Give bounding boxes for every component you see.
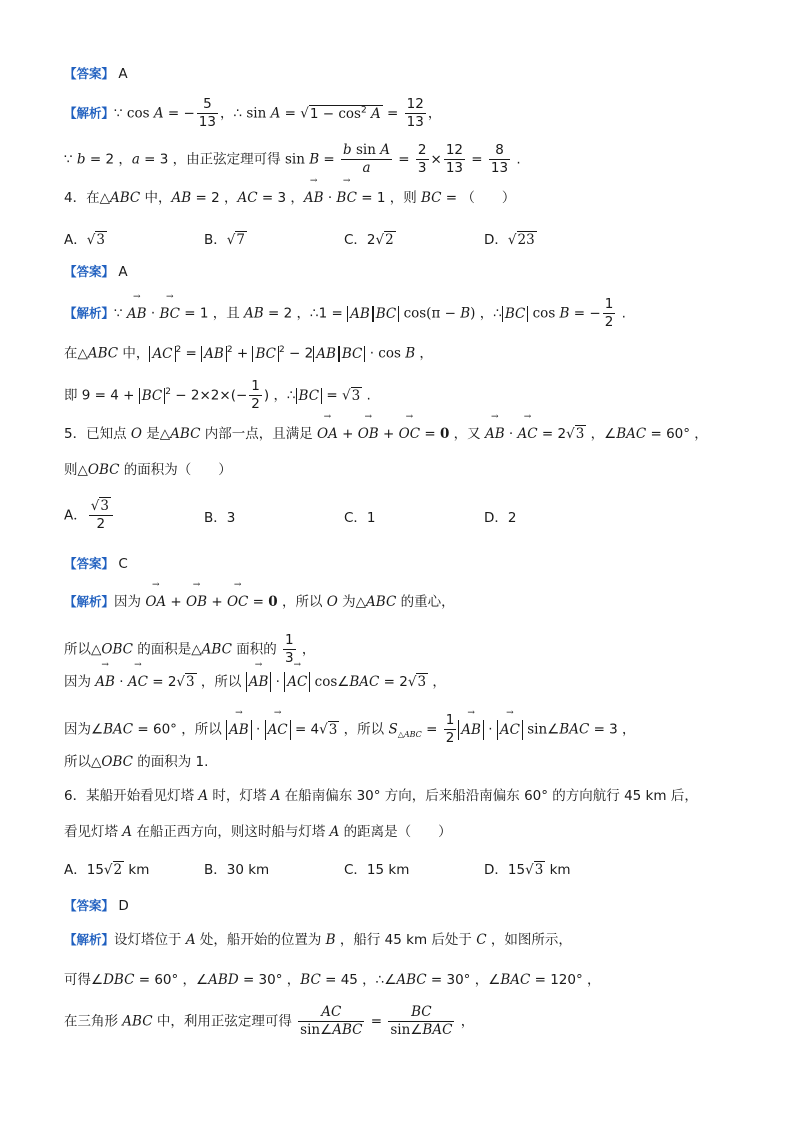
- q5-analysis-line-2: 所以△OBC 的面积是△ABC 面积的 $\frac{1}{3}$ ，: [64, 632, 316, 666]
- q4-option-b: B．√7: [204, 232, 245, 248]
- q5-analysis-line-1: 【解析】因为 → OA + → OB + → OC = 0 ，所以 O 为△ABC 的重心，: [64, 592, 455, 612]
- q4-option-a: A．√3: [64, 232, 105, 248]
- q6-answer: D: [118, 898, 129, 914]
- q6-analysis-line-1: 【解析】设灯塔位于 A 处，船开始的位置为 B ，船行 45 km 后处于 C ，如图所示，: [64, 932, 572, 948]
- q5-option-d: D．2: [484, 510, 517, 526]
- q6-option-b: B．30 km: [204, 862, 270, 878]
- q6-stem-1: 6．某船开始看见灯塔 A 时，灯塔 A 在船南偏东 30° 方向，后来船沿南偏东 60° 的方向航行 45 km 后，: [64, 788, 698, 804]
- q5-option-b: B．3: [204, 510, 236, 526]
- answer-tag: 【答案】: [64, 556, 115, 571]
- p3-answer: A: [118, 66, 128, 82]
- q6-answer-line: [64, 896, 129, 916]
- q4-option-d: D．√23: [484, 232, 535, 248]
- analysis-tag: 【解析】: [64, 105, 115, 121]
- q6-option-c: C．15 km: [344, 862, 410, 878]
- q5-stem-2: 则△OBC 的面积为（ ）: [64, 462, 232, 478]
- q5-analysis-line-5: 所以△OBC 的面积为 1.: [64, 754, 209, 770]
- q6-option-a: A．15√2 km: [64, 862, 150, 878]
- p3-analysis-line-2: ∵ b = 2 ，a = 3 ，由正弦定理可得 sin B = $\frac{\text{b sin A}}{a}$ = $\frac{2}{3}$ × $\frac{12}{13}$ = $\frac{8}{13}$ .: [64, 142, 521, 176]
- q4-analysis-line-2: 在△ABC 中， AC $^2$ = AB $^2$ + BC $^2$ − 2 AB BC · cos B ，: [64, 345, 433, 362]
- analysis-tag: 【解析】: [64, 932, 115, 947]
- q4-analysis-line-1: 【解析】∵ → AB · → BC = 1 ，且 AB = 2 ，∴1 = AB BC cos(π − B) ，∴ BC cos B = − $\frac{1}{2}$ .: [64, 296, 626, 331]
- q5-stem-1: 5．已知点 O 是△ABC 内部一点，且满足 → OA + → OB + → OC = 0 ，又 → AB · → AC = 2√3 ，∠BAC = 60° ，: [64, 424, 708, 444]
- q4-stem: 4．在△ABC 中，AB = 2 ，AC = 3 ，→ AB · → BC = 1 ，则 BC = （ ）: [64, 188, 515, 208]
- answer-tag: 【答案】: [64, 66, 115, 81]
- q4-analysis-line-3: 即 9 = 4 + BC $^2$ − 2×2×(− $\frac{1}{2}$ ) ，∴ BC = √3 .: [64, 378, 371, 412]
- q5-analysis-line-4: 因为∠BAC = 60° ，所以 → AB · → AC = 4√3 ，所以 $S_{\triangle ABC}$ = $\frac{1}{2}$ → AB · → AC sin∠BAC = 3 ，: [64, 712, 636, 747]
- q4-answer: A: [118, 264, 128, 280]
- q5-answer-line: [64, 554, 128, 574]
- q5-analysis-line-3: 因为 → AB · → AC = 2√3 ，所以 → AB · → AC cos∠BAC = 2√3 ，: [64, 672, 446, 692]
- answer-tag: 【答案】: [64, 264, 115, 279]
- analysis-tag: 【解析】: [64, 594, 115, 609]
- q6-analysis-line-3: 在三角形 ABC 中，利用正弦定理可得 $\frac{AC}{\text{sin∠ABC}}$ = $\frac{BC}{\text{sin∠BAC}}$ ，: [64, 1004, 475, 1038]
- q6-analysis-line-2: 可得∠DBC = 60° ，∠ABD = 30° ，BC = 45 ，∴∠ABC = 30° ，∠BAC = 120° ，: [64, 972, 601, 988]
- analysis-tag: 【解析】: [64, 305, 115, 321]
- p3-answer-line: [64, 64, 128, 84]
- answer-tag: 【答案】: [64, 898, 115, 913]
- p3-analysis-line-1: 【解析】∵ cos A = − $\frac{5}{13}$ ，∴ $\sin A = √1 - \cos^2 A$ = $\frac{12}{13}$ ，: [64, 96, 442, 130]
- q4-option-c: C．2√2: [344, 232, 394, 248]
- q5-answer: C: [118, 556, 128, 572]
- q5-option-c: C．1: [344, 510, 376, 526]
- q6-option-d: D．15√3 km: [484, 862, 571, 878]
- q5-option-a: A． $\frac{√3}{2}$: [64, 498, 115, 533]
- q4-answer-line: [64, 262, 128, 282]
- q6-stem-2: 看见灯塔 A 在船正西方向，则这时船与灯塔 A 的距离是（ ）: [64, 824, 452, 840]
